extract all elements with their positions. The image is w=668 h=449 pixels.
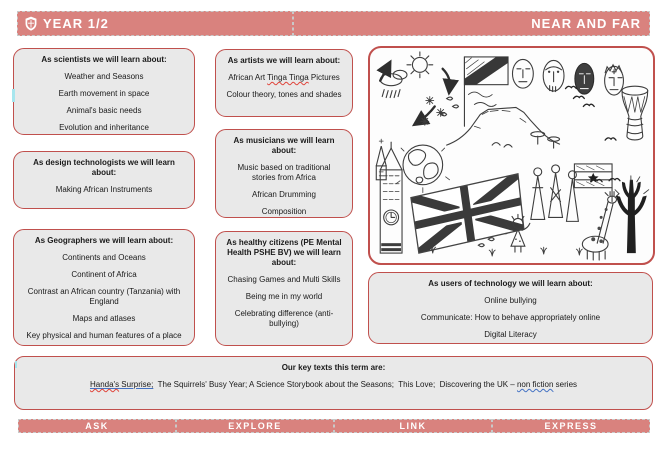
learning-item: African Drumming bbox=[251, 190, 316, 199]
selection-mark bbox=[12, 89, 15, 102]
box-design-technologists bbox=[13, 151, 195, 209]
footer-link bbox=[334, 419, 492, 433]
spellcheck-word: Handa's bbox=[89, 380, 120, 389]
snowflake-icon bbox=[421, 97, 445, 126]
ghana-flag-icon bbox=[574, 164, 612, 202]
spellcheck-word: Tinga Tinga bbox=[267, 73, 309, 82]
box-technology bbox=[368, 272, 653, 344]
sun-icon bbox=[407, 52, 433, 78]
box-healthy-citizens bbox=[215, 231, 353, 346]
year-label: YEAR 1/2 bbox=[43, 16, 109, 31]
learning-item: Online bullying bbox=[484, 296, 537, 305]
link-text: Surprise; bbox=[119, 380, 154, 389]
box-title: Our key texts this term are: bbox=[281, 363, 386, 372]
learning-item: Music based on traditional stories from Africa bbox=[237, 163, 331, 182]
box-artists bbox=[215, 49, 353, 117]
footer-label: EXPLORE bbox=[228, 421, 282, 431]
baobab-tree-icon bbox=[615, 176, 649, 253]
key-texts-line bbox=[24, 380, 643, 390]
learning-item: Evolution and inheritance bbox=[59, 123, 149, 132]
learning-item: Colour theory, tones and shades bbox=[226, 90, 342, 99]
learning-item: Continents and Oceans bbox=[62, 253, 146, 262]
header-year-banner bbox=[17, 11, 293, 36]
grass-icon bbox=[430, 246, 583, 256]
learning-item: Making African Instruments bbox=[55, 185, 153, 194]
box-title: As users of technology we will learn about: bbox=[428, 279, 593, 288]
learning-item: Continent of Africa bbox=[71, 270, 137, 279]
african-mask-icon bbox=[512, 59, 623, 95]
box-key-texts bbox=[14, 356, 653, 410]
union-jack-icon bbox=[411, 174, 524, 253]
box-scientists bbox=[13, 48, 195, 135]
topic-illustration bbox=[368, 46, 655, 265]
footer-label: LINK bbox=[399, 421, 427, 431]
tanzania-flag-icon bbox=[464, 57, 508, 126]
item-text: Pictures bbox=[308, 73, 340, 82]
key-texts-list: The Squirrels' Busy Year; A Science Storybook about the Seasons; This Love; Discovering the UK – bbox=[153, 380, 517, 389]
key-text-link[interactable]: non fiction bbox=[516, 380, 554, 389]
footer-explore bbox=[176, 419, 334, 433]
giraffe-icon bbox=[582, 192, 619, 260]
learning-item: Being me in my world bbox=[245, 292, 323, 301]
kilimanjaro-icon bbox=[447, 107, 560, 148]
selection-mark bbox=[15, 361, 17, 368]
footer-express bbox=[492, 419, 650, 433]
box-title: As design technologists we will learn about: bbox=[33, 158, 175, 177]
learning-item: Celebrating difference (anti-bullying) bbox=[234, 309, 334, 328]
topic-label: NEAR AND FAR bbox=[531, 16, 641, 31]
learning-item: Key physical and human features of a place bbox=[26, 331, 182, 340]
footer-label: ASK bbox=[85, 421, 109, 431]
box-geographers bbox=[13, 229, 195, 346]
footer-label: EXPRESS bbox=[544, 421, 598, 431]
box-musicians bbox=[215, 129, 353, 218]
learning-item: Composition bbox=[261, 207, 307, 216]
learning-item bbox=[225, 73, 343, 83]
learning-item: Weather and Seasons bbox=[64, 72, 144, 81]
key-text-link[interactable] bbox=[90, 380, 153, 389]
near-and-far-collage bbox=[371, 49, 652, 262]
earth-globe-icon bbox=[396, 145, 449, 193]
key-texts-tail: series bbox=[553, 380, 578, 389]
box-title: As artists we will learn about: bbox=[227, 56, 341, 65]
box-title: As healthy citizens (PE Mental Health PSHE BV) we will learn about: bbox=[226, 238, 342, 267]
box-title: As scientists we will learn about: bbox=[41, 55, 167, 64]
church-spire-icon bbox=[376, 139, 386, 180]
learning-item: Earth movement in space bbox=[58, 89, 150, 98]
box-title: As musicians we will learn about: bbox=[233, 136, 335, 155]
djembe-drum-icon bbox=[622, 86, 648, 140]
big-ben-icon bbox=[380, 142, 402, 253]
header-topic-banner bbox=[293, 11, 650, 36]
footer-ask bbox=[18, 419, 176, 433]
learning-item: Maps and atlases bbox=[72, 314, 136, 323]
learning-item: Chasing Games and Multi Skills bbox=[227, 275, 341, 284]
learning-item: Communicate: How to behave appropriately online bbox=[420, 313, 601, 322]
school-crest-icon bbox=[24, 16, 38, 31]
villagers-icon bbox=[531, 165, 579, 221]
box-title: As Geographers we will learn about: bbox=[34, 236, 174, 245]
learning-item: Digital Literacy bbox=[484, 330, 537, 339]
item-text: African Art bbox=[228, 73, 268, 82]
learning-item: Contrast an African country (Tanzania) with England bbox=[27, 287, 181, 306]
learning-item: Animal's basic needs bbox=[66, 106, 142, 115]
